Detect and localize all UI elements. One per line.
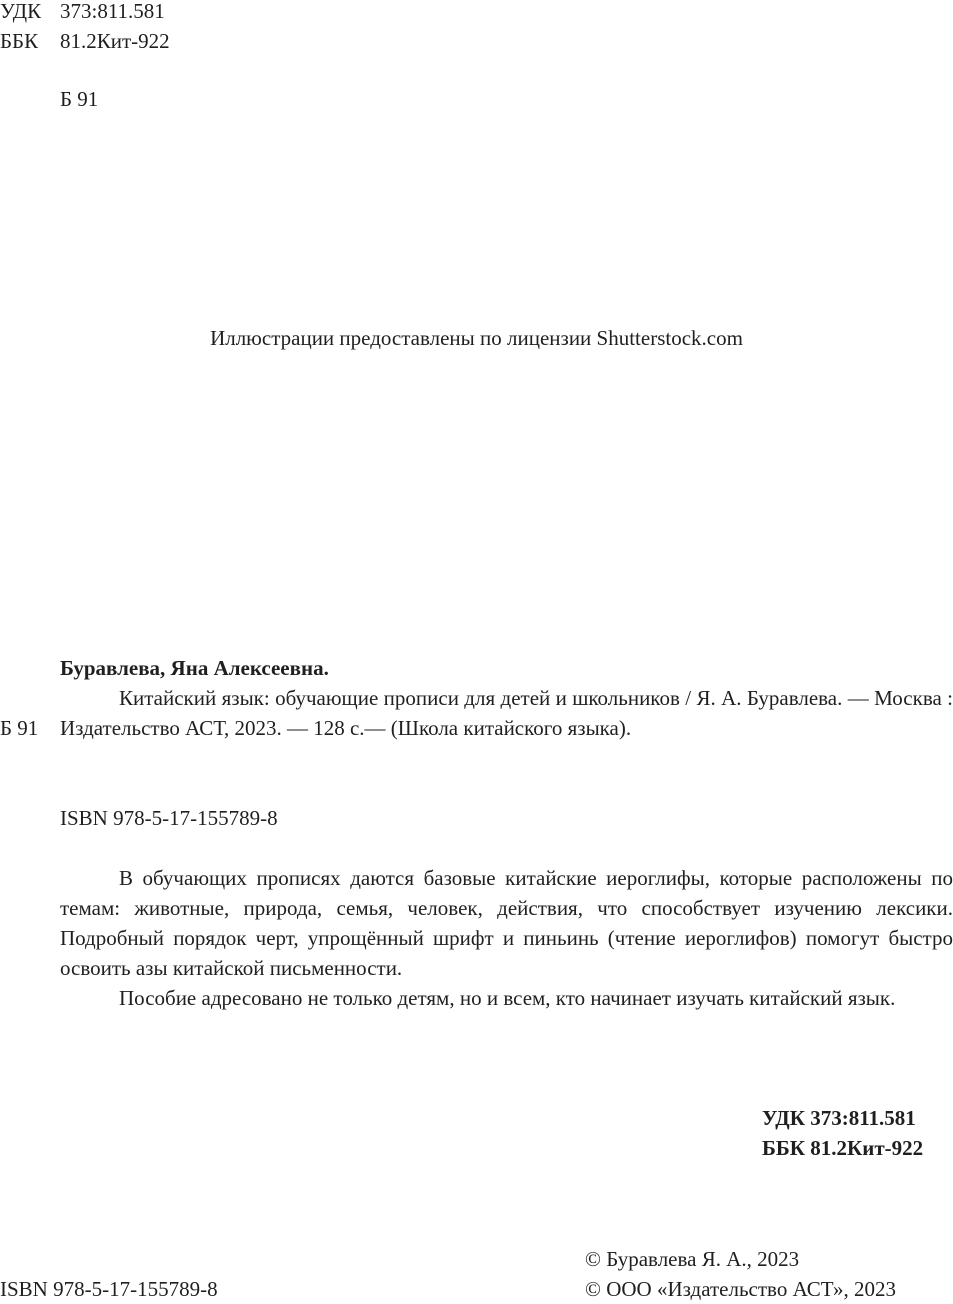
annotation-paragraph-1: В обучающих прописях даются базовые китайские иероглифы, которые расположены по темам: животные, природа, семья, человек, действия, что способствует изучению лексики. Подробный порядок черт, упрощённый шрифт и пиньинь (чтение иероглифов) помогут быстро освоить азы китайской письменности. (60, 866, 953, 980)
annotation-paragraph-2: Пособие адресовано не только детям, но и всем, кто начинает изучать китайский язык. (119, 986, 896, 1010)
bbk-row (0, 26, 170, 56)
bbk-value: 81.2Кит-922 (60, 29, 170, 53)
udk-value: 373:811.581 (60, 0, 165, 23)
udk-row (0, 0, 170, 26)
catalog-side-mark: Б 91 (0, 716, 39, 740)
catalog-author-heading: Буравлева, Яна Алексеевна. (60, 656, 329, 680)
catalog-description-text: Китайский язык: обучающие прописи для детей и школьников / Я. А. Буравлева. — Москва : Издательство АСТ, 2023. — 128 с.— (Школа китайского языка). (60, 686, 953, 740)
catalog-description (60, 683, 953, 743)
catalog-isbn: ISBN 978-5-17-155789-8 (60, 806, 278, 830)
annotation (60, 863, 953, 1013)
bbk-label: ББК (0, 29, 39, 53)
copyright-publisher: © ООО «Издательство АСТ», 2023 (585, 1277, 896, 1301)
footer-isbn: ISBN 978-5-17-155789-8 (0, 1277, 218, 1301)
bottom-udk: УДК 373:811.581 (762, 1106, 916, 1130)
copyright-author: © Буравлева Я. А., 2023 (585, 1247, 800, 1271)
author-mark-top: Б 91 (60, 87, 99, 111)
top-classification-codes (0, 0, 170, 56)
illustrations-note: Иллюстрации предоставлены по лицензии Shutterstock.com (210, 326, 743, 350)
bottom-bbk: ББК 81.2Кит-922 (762, 1136, 924, 1160)
udk-label: УДК (0, 0, 42, 23)
